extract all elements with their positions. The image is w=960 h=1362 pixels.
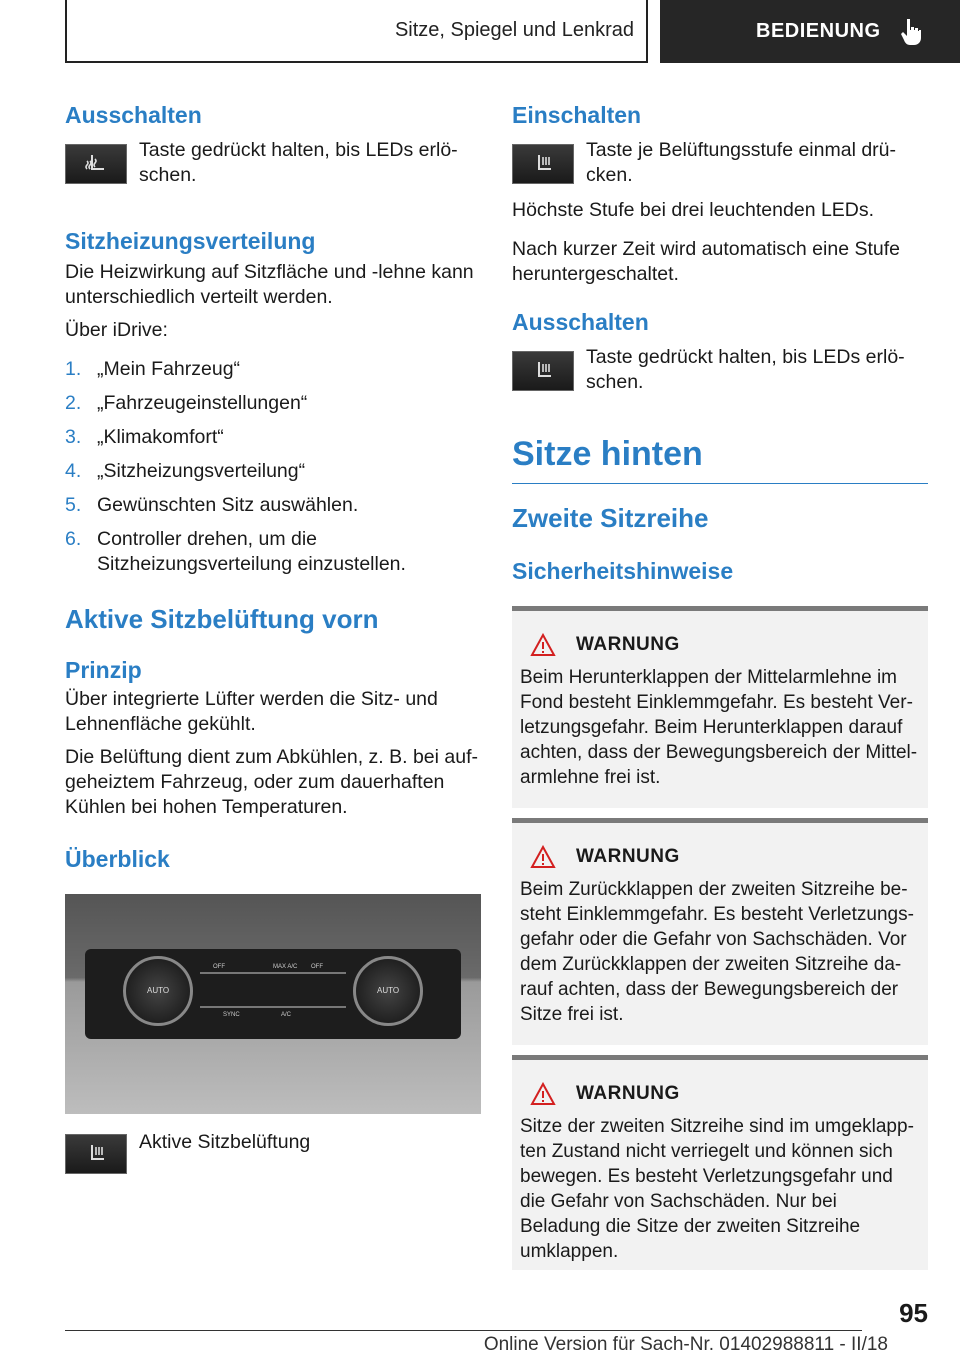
off-row [65, 138, 481, 188]
figure-caption: Aktive Sitzbelüftung [139, 1131, 311, 1153]
warning-box [512, 1055, 928, 1270]
step-item: 3. „Klimakomfort“ [65, 426, 224, 448]
header-chapter [660, 0, 960, 63]
warning-text: Beim Herunterklappen der Mittelarmlehne im Fond besteht Einklemmgefahr. Es besteht Verletzungsgefahr. Beim Herunterklappen darauf achten, dass der Bewegungsbereich der Mittelarmlehne frei ist. [520, 667, 918, 788]
off-text: Taste gedrückt halten, bis LEDs erlöschen. [586, 346, 905, 393]
warning-triangle-icon [530, 633, 556, 657]
caption-row [65, 1128, 481, 1174]
idrive-label: Über iDrive: [65, 319, 168, 341]
idrive-steps [65, 357, 481, 577]
step-item: 1. „Mein Fahrzeug“ [65, 358, 241, 380]
warning-box [512, 818, 928, 1045]
seat-ventilation-icon [530, 358, 556, 384]
overview-heading: Überblick [65, 846, 170, 872]
rear-seats-heading: Sitze hinten [512, 433, 928, 484]
seat-ventilation-button-image [512, 351, 574, 391]
off-heading: Ausschalten [512, 309, 649, 335]
warning-label: WARNUNG [576, 634, 680, 655]
sync-label: SYNC [223, 1012, 240, 1018]
seat-ventilation-icon [83, 1141, 109, 1167]
warning-triangle-icon [530, 1082, 556, 1106]
on-text: Taste je Belüftungsstufe einmal drücken. [586, 139, 897, 186]
on-heading: Einschalten [512, 102, 642, 128]
ac-label: A/C [281, 1012, 292, 1018]
warning-header [520, 1082, 920, 1106]
warning-label: WARNUNG [576, 846, 680, 867]
auto-label: AUTO [147, 986, 170, 995]
ventilation-heading: Aktive Sitzbelüftung vorn [65, 604, 379, 634]
second-row-heading: Zweite Sitzreihe [512, 503, 709, 533]
right-column [512, 100, 928, 1270]
seat-ventilation-button-image [65, 1134, 127, 1174]
chapter-title: BEDIENUNG [756, 20, 881, 42]
section-title: Sitze, Spiegel und Lenkrad [394, 19, 634, 41]
off-label: OFF [311, 964, 323, 970]
step-item: 4. „Sitzheizungsverteilung“ [65, 460, 306, 482]
seat-ventilation-icon [530, 151, 556, 177]
left-column [65, 100, 481, 1174]
on-row [512, 138, 928, 188]
step-item: 2. „Fahrzeugeinstellungen“ [65, 392, 308, 414]
warning-label: WARNUNG [576, 1083, 680, 1104]
seat-ventilation-button-image [512, 144, 574, 184]
seat-heating-button-image [65, 144, 127, 184]
maxac-label: MAX A/C [273, 964, 298, 970]
auto-label: AUTO [377, 986, 400, 995]
distribution-heading: Sitzheizungsverteilung [65, 228, 316, 254]
step-item: 6. Controller drehen, um die Sitzheizungsverteilung einzustellen. [65, 528, 406, 575]
safety-heading: Sicherheitshinweise [512, 558, 734, 584]
warning-box [512, 606, 928, 808]
climate-panel-photo [65, 894, 481, 1114]
principle-text-1: Über integrierte Lüfter werden die Sitz- und Lehnenfläche gekühlt. [65, 688, 438, 735]
auto-text: Nach kurzer Zeit wird automatisch eine Stufe heruntergeschaltet. [512, 238, 901, 285]
step-item: 5. Gewünschten Sitz auswählen. [65, 494, 359, 516]
footer-divider [65, 1330, 862, 1331]
off-label: OFF [213, 964, 225, 970]
off-row [512, 345, 928, 395]
warning-header [520, 845, 920, 869]
warning-text: Sitze der zweiten Sitzreihe sind im umgeklappten Zustand nicht verriegelt und können sich bewegen. Es besteht Verletzungsgefahr und die Gefahr von Sachschäden. Nur bei Beladung die Sitze der zweiten Sitzreihe umklappen. [520, 1116, 914, 1262]
warning-header [520, 633, 920, 657]
warning-triangle-icon [530, 845, 556, 869]
max-text: Höchste Stufe bei drei leuchtenden LEDs. [512, 199, 875, 221]
page-number: 95 [899, 1298, 928, 1328]
distribution-text: Die Heizwirkung auf Sitzfläche und -lehne kann unterschiedlich verteilt werden. [65, 261, 474, 308]
warning-text: Beim Zurückklappen der zweiten Sitzreihe besteht Einklemmgefahr. Es besteht Verletzungsgefahr oder die Gefahr von Sachschäden. Vor dem Zurückklappen der zweiten Sitzreihe darauf achten, dass der Bewegungsbereich der Sitze frei ist. [520, 879, 914, 1025]
off-heading: Ausschalten [65, 102, 202, 128]
header-section [65, 0, 648, 63]
off-text: Taste gedrückt halten, bis LEDs erlöschen. [139, 139, 458, 186]
hand-pointer-icon [899, 17, 923, 47]
principle-text-2: Die Belüftung dient zum Abkühlen, z. B. bei aufgeheiztem Fahrzeug, oder zum dauerhaften Kühlen bei hohen Temperaturen. [65, 746, 479, 818]
seat-heating-icon [83, 151, 109, 177]
footer-text: Online Version für Sach-Nr. 01402988811 - II/18 [483, 1334, 888, 1355]
principle-heading: Prinzip [65, 657, 142, 683]
